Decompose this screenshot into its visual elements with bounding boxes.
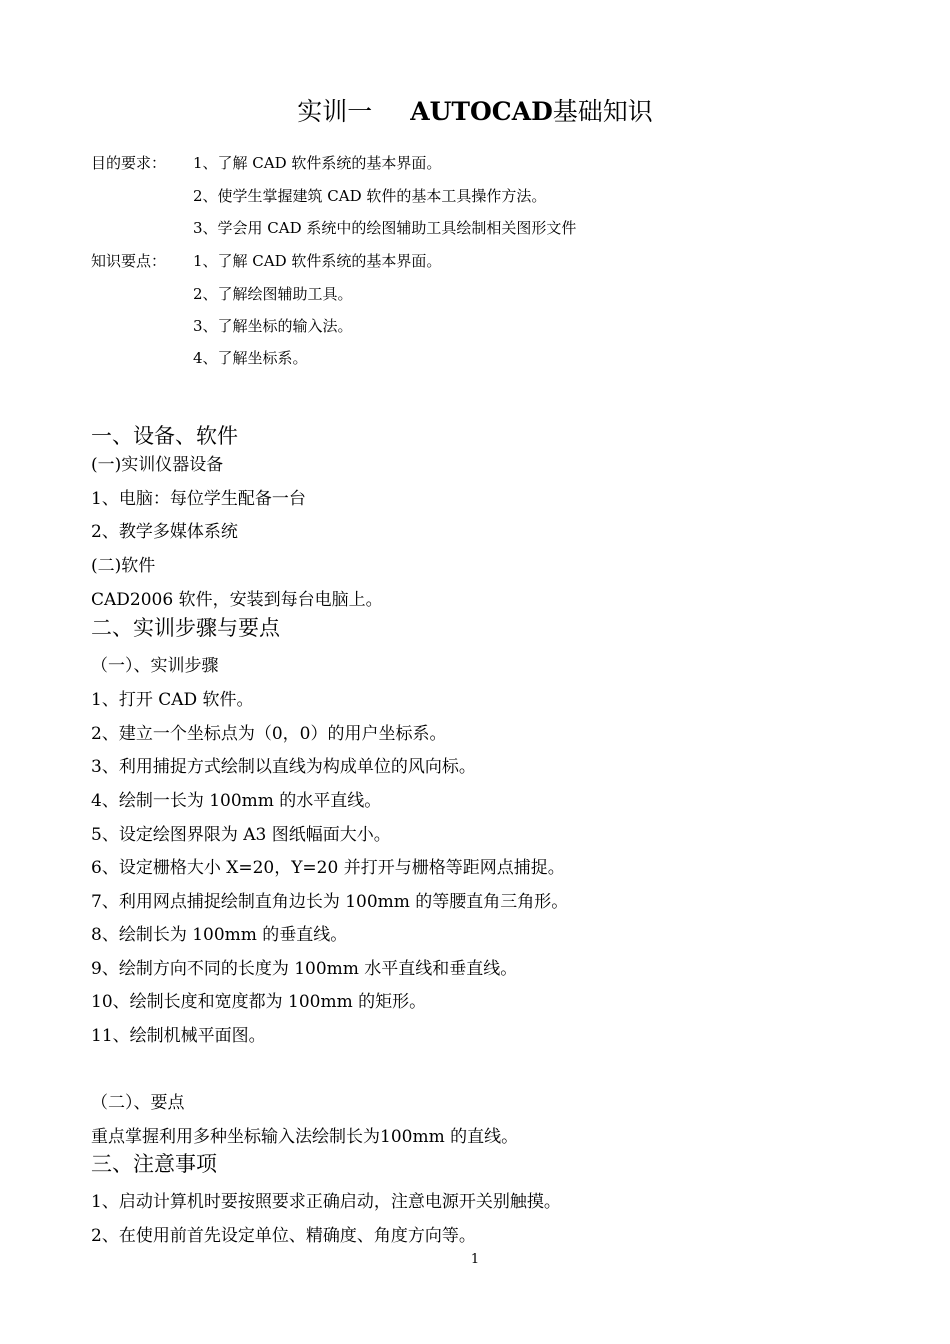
step-item: 5、设定绘图界限为 A3 图纸幅面大小。 [91, 825, 391, 845]
step-item: 8、绘制长为 100mm 的垂直线。 [91, 925, 348, 945]
page-number: 1 [470, 1252, 480, 1267]
section2-sub2: （二）、要点 [91, 1093, 185, 1113]
section1-item: 2、教学多媒体系统 [91, 522, 238, 542]
section2-key: 重点掌握利用多种坐标输入法绘制长为100mm 的直线。 [91, 1127, 519, 1147]
step-item: 2、建立一个坐标点为（0，0）的用户坐标系。 [91, 724, 447, 744]
section3-heading: 三、注意事项 [91, 1152, 217, 1176]
step-item: 1、打开 CAD 软件。 [91, 690, 254, 710]
section1-item: 1、电脑：每位学生配备一台 [91, 489, 306, 509]
objective-item: 1、了解 CAD 软件系统的基本界面。 [193, 154, 442, 172]
step-item: 10、绘制长度和宽度都为 100mm 的矩形。 [91, 992, 427, 1012]
section1-sub1: (一)实训仪器设备 [91, 455, 224, 475]
section2-heading: 二、实训步骤与要点 [91, 616, 280, 640]
step-item: 3、利用捕捉方式绘制以直线为构成单位的风向标。 [91, 757, 476, 777]
key-point-item: 4、了解坐标系。 [193, 349, 308, 367]
step-item: 11、绘制机械平面图。 [91, 1026, 266, 1046]
title-part2: AUTOCAD [410, 97, 553, 126]
key-point-item: 3、了解坐标的输入法。 [193, 317, 353, 335]
key-point-item: 1、了解 CAD 软件系统的基本界面。 [193, 252, 442, 270]
step-item: 6、设定栅格大小 X=20，Y=20 并打开与栅格等距网点捕捉。 [91, 858, 565, 878]
objective-item: 3、学会用 CAD 系统中的绘图辅助工具绘制相关图形文件 [193, 219, 577, 237]
step-item: 4、绘制一长为 100mm 的水平直线。 [91, 791, 382, 811]
section1-software: CAD2006 软件，安装到每台电脑上。 [91, 590, 383, 610]
title-part1: 实训一 [297, 97, 373, 126]
key-point-item: 2、了解绘图辅助工具。 [193, 285, 353, 303]
step-item: 9、绘制方向不同的长度为 100mm 水平直线和垂直线。 [91, 959, 518, 979]
objective-item: 2、使学生掌握建筑 CAD 软件的基本工具操作方法。 [193, 187, 547, 205]
section1-sub2: (二)软件 [91, 556, 156, 576]
section1-heading: 一、设备、软件 [91, 424, 238, 448]
objectives-label: 目的要求： [91, 154, 167, 172]
title-part3: 基础知识 [552, 97, 653, 126]
section3-item: 1、启动计算机时要按照要求正确启动，注意电源开关别触摸。 [91, 1192, 561, 1212]
step-item: 7、利用网点捕捉绘制直角边长为 100mm 的等腰直角三角形。 [91, 892, 569, 912]
section2-sub1: （一）、实训步骤 [91, 656, 219, 676]
key-points-label: 知识要点： [91, 252, 167, 270]
page-title [0, 92, 950, 128]
section3-item: 2、在使用前首先设定单位、精确度、角度方向等。 [91, 1226, 476, 1246]
